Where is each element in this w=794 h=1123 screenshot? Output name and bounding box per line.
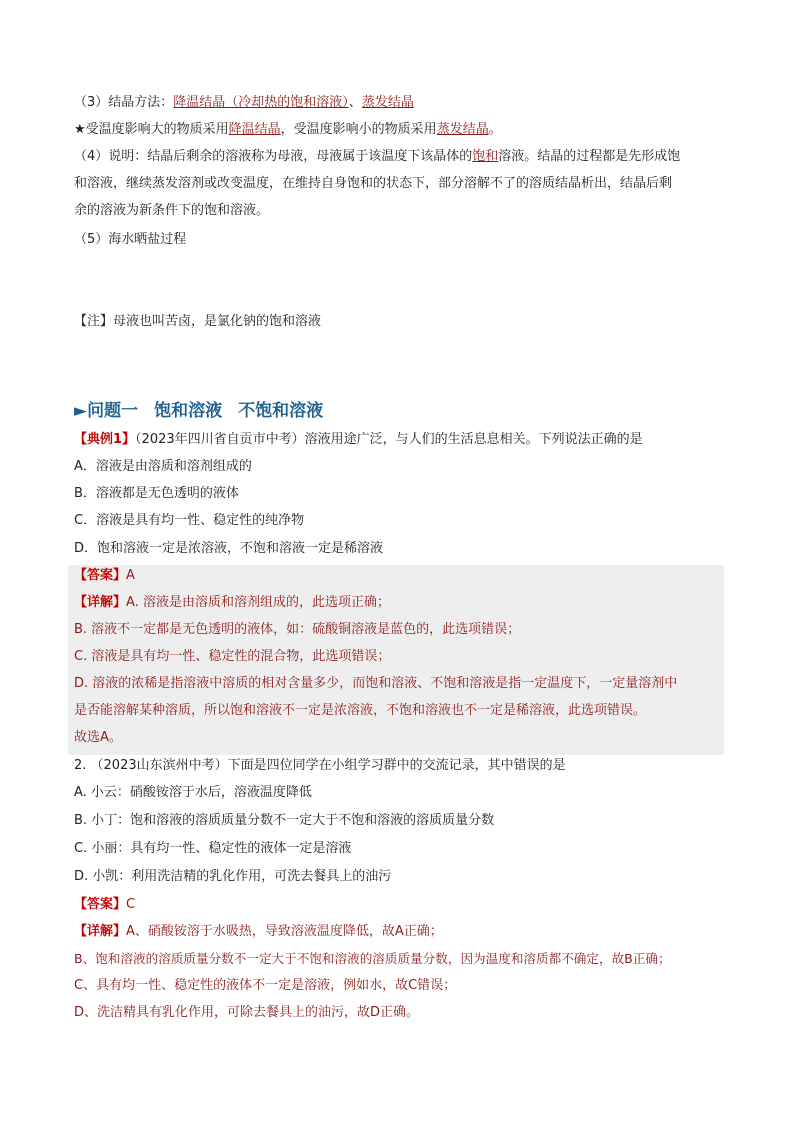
section-heading <box>74 396 323 421</box>
q1-option: B．溶液都是无色透明的液体 <box>74 486 239 501</box>
star-underline-1: 降温结晶 <box>228 122 281 137</box>
q1-option: C．溶液是具有均一性、稳定性的纯净物 <box>74 513 305 528</box>
section3-prefix: （3）结晶方法： <box>74 95 174 110</box>
example-tag: 【典例1】 <box>74 432 136 447</box>
section3-line <box>74 94 414 112</box>
detail-tag: 【详解】 <box>74 924 127 939</box>
section4-line-1 <box>74 148 680 166</box>
saturated-underline: 饱和 <box>472 149 499 164</box>
q1-answer: A <box>126 568 135 583</box>
star-text: 。 <box>488 122 502 137</box>
q1-detail: 是否能溶解某种溶质，所以饱和溶液不一定是浓溶液，不饱和溶液也不一定是稀溶液，此选项错误。 <box>74 703 647 718</box>
section5-line: （5）海水晒盐过程 <box>74 232 187 247</box>
q2-stem: 2. （2023山东滨州中考）下面是四位同学在小组学习群中的交流记录，其中错误的是 <box>74 758 566 773</box>
q1-detail: D. 溶液的浓稀是指溶液中溶质的相对含量多少，而饱和溶液、不饱和溶液是指一定温度下，一定量溶剂中 <box>74 676 678 691</box>
section4-text: （4）说明：结晶后剩余的溶液称为母液，母液属于该温度下该晶体的 <box>74 149 473 164</box>
q2-answer-line <box>74 896 135 914</box>
star-text: ，受温度影响小的物质采用 <box>280 122 437 137</box>
q2-option: A. 小云：硝酸铵溶于水后，溶液温度降低 <box>74 785 312 800</box>
q2-option: C. 小丽：具有均一性、稳定性的液体一定是溶液 <box>74 841 352 856</box>
q2-option: D. 小凯：利用洗洁精的乳化作用，可洗去餐具上的油污 <box>74 869 392 884</box>
triangle-marker-icon: ► <box>74 401 88 421</box>
q1-detail: A. 溶液是由溶质和溶剂组成的，此选项正确； <box>126 595 390 610</box>
section4-line-3: 余的溶液为新条件下的饱和溶液。 <box>74 203 270 218</box>
q2-detail: C、具有均一性、稳定性的液体不一定是溶液，例如水，故C错误； <box>74 978 457 993</box>
section4-text: 溶液。结晶的过程都是先形成饱 <box>498 149 681 164</box>
heading-title: 问题一 <box>87 401 139 421</box>
q1-detail: 故选A。 <box>74 730 122 745</box>
star-line <box>74 121 502 139</box>
q1-option: D．饱和溶液一定是浓溶液，不饱和溶液一定是稀溶液 <box>74 541 384 556</box>
detail-tag: 【详解】 <box>74 595 127 610</box>
heading-topic-2: 不饱和溶液 <box>238 401 324 421</box>
q1-answer-line <box>74 567 135 585</box>
answer-tag: 【答案】 <box>74 568 127 583</box>
heading-topic-1: 饱和溶液 <box>154 401 223 421</box>
star-text: ★受温度影响大的物质采用 <box>74 122 229 137</box>
q2-detail: B、饱和溶液的溶质质量分数不一定大于不饱和溶液的溶质质量分数，因为温度和溶质都不确定，故B正确； <box>74 951 671 966</box>
q1-stem-line <box>74 431 643 449</box>
q2-option: B. 小丁：饱和溶液的溶质质量分数不一定大于不饱和溶液的溶质质量分数 <box>74 813 495 828</box>
q2-answer: C <box>126 897 136 912</box>
q1-detail: B. 溶液不一定都是无色透明的液体，如：硫酸铜溶液是蓝色的，此选项错误； <box>74 622 521 637</box>
note-line: 【注】母液也叫苦卤，是氯化钠的饱和溶液 <box>74 314 322 329</box>
q2-detail: D、洗洁精具有乳化作用，可除去餐具上的油污，故D正确。 <box>74 1005 420 1020</box>
section4-line-2: 和溶液，继续蒸发溶剂或改变温度，在维持自身饱和的状态下，部分溶解不了的溶质结晶析出，结晶后剩 <box>74 176 673 191</box>
method-cooling: 降温结晶（冷却热的饱和溶液） <box>173 95 349 110</box>
q1-option: A．溶液是由溶质和溶剂组成的 <box>74 459 252 474</box>
q2-detail: A、硝酸铵溶于水吸热，导致溶液温度降低，故A正确； <box>126 924 443 939</box>
q2-detail-line <box>74 923 443 941</box>
q1-detail-line <box>74 594 390 612</box>
method-evaporation: 蒸发结晶 <box>361 95 414 110</box>
q1-detail: C. 溶液是具有均一性、稳定性的混合物，此选项错误； <box>74 649 391 664</box>
q1-stem: （2023年四川省自贡市中考）溶液用途广泛，与人们的生活息息相关。下列说法正确的是 <box>135 432 643 447</box>
answer-tag: 【答案】 <box>74 897 127 912</box>
separator: 、 <box>348 95 362 110</box>
star-underline-2: 蒸发结晶 <box>436 122 489 137</box>
